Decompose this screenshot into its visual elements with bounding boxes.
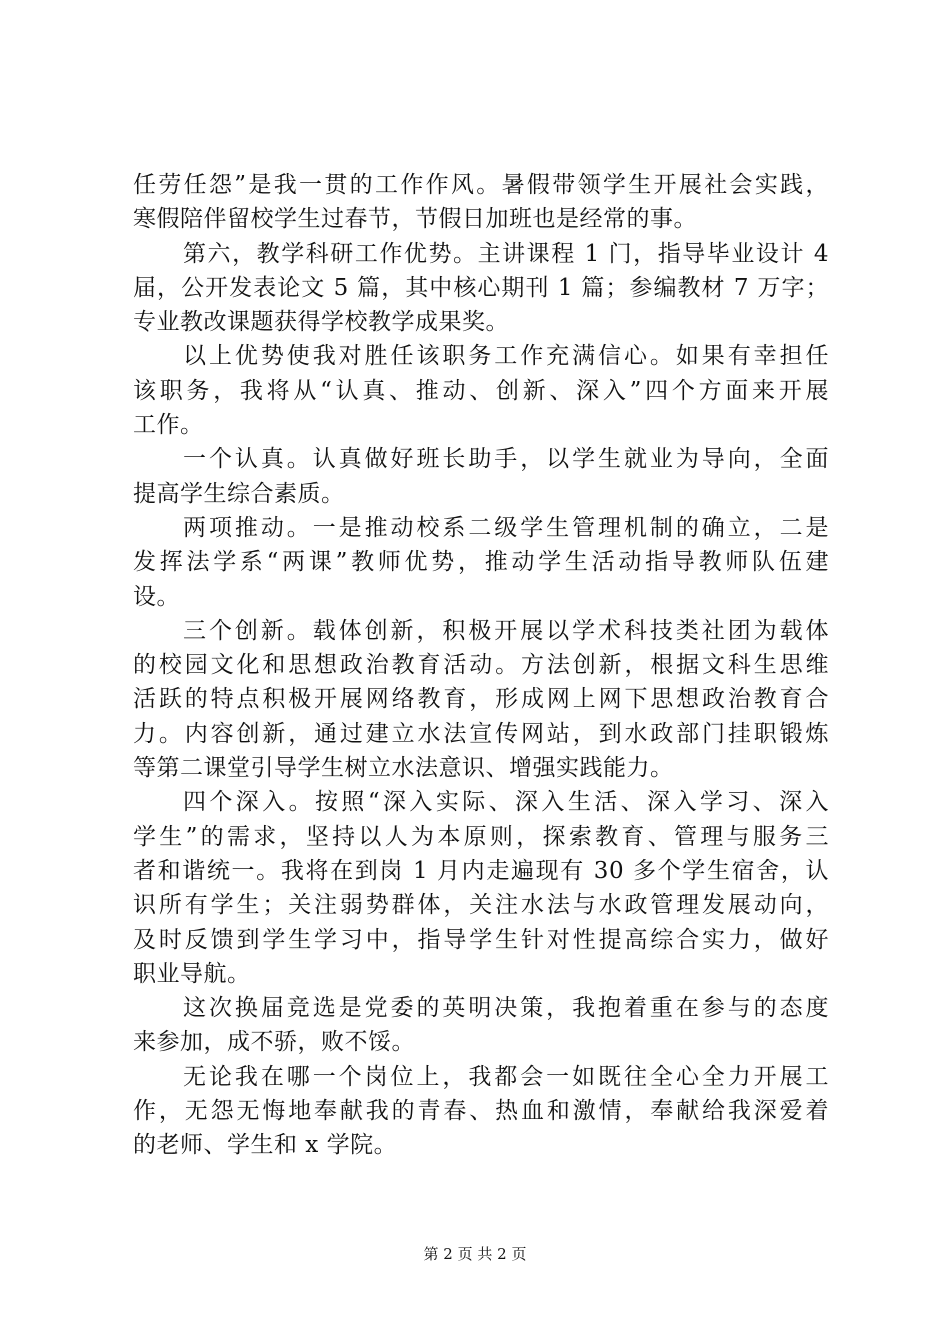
text-line: 寒假陪伴留校学生过春节，节假日加班也是经常的事。 <box>133 206 697 233</box>
text-line: 等第二课堂引导学生树立水法意识、增强实践能力。 <box>133 755 674 782</box>
text-line: 一个认真。认真做好班长助手，以学生就业为导向，全面 <box>183 446 829 473</box>
text-line: 该职务，我将从“认真、推动、创新、深入”四个方面来开展 <box>133 377 829 404</box>
text-line: 专业教改课题获得学校教学成果奖。 <box>133 309 509 336</box>
text-line: 者和谐统一。我将在到岗 1 月内走遍现有 30 多个学生宿舍，认 <box>133 857 829 884</box>
document-body <box>133 168 829 1163</box>
page-number-footer: 第 2 页 共 2 页 <box>423 1245 527 1263</box>
text-line: 无论我在哪一个岗位上，我都会一如既往全心全力开展工 <box>183 1063 829 1090</box>
text-line: 届，公开发表论文 5 篇，其中核心期刊 1 篇；参编教材 7 万字； <box>133 274 829 301</box>
text-line: 活跃的特点积极开展网络教育，形成网上网下思想政治教育合 <box>133 686 829 713</box>
text-line: 的老师、学生和 x 学院。 <box>133 1132 398 1159</box>
text-line: 四个深入。按照“深入实际、深入生活、深入学习、深入 <box>183 789 829 816</box>
text-line: 任劳任怨”是我一贯的工作作风。暑假带领学生开展社会实践， <box>133 172 829 198</box>
text-line: 职业导航。 <box>133 960 251 987</box>
text-line: 第六，教学科研工作优势。主讲课程 1 门，指导毕业设计 4 <box>183 240 829 267</box>
text-line: 作，无怨无悔地奉献我的青春、热血和激情，奉献给我深爱着 <box>133 1098 829 1125</box>
text-line: 发挥法学系“两课”教师优势，推动学生活动指导教师队伍建 <box>133 549 829 576</box>
text-line: 工作。 <box>133 412 204 439</box>
text-line: 提高学生综合素质。 <box>133 480 345 507</box>
text-line: 设。 <box>133 583 180 610</box>
text-line: 两项推动。一是推动校系二级学生管理机制的确立，二是 <box>183 514 829 541</box>
text-line: 力。内容创新，通过建立水法宣传网站，到水政部门挂职锻炼 <box>133 720 829 747</box>
text-line: 及时反馈到学生学习中，指导学生针对性提高综合实力，做好 <box>133 926 829 953</box>
text-line: 以上优势使我对胜任该职务工作充满信心。如果有幸担任 <box>183 343 829 370</box>
text-line: 这次换届竞选是党委的英明决策，我抱着重在参与的态度 <box>183 995 829 1022</box>
text-line: 识所有学生；关注弱势群体，关注水法与水政管理发展动向， <box>133 892 829 919</box>
text-line: 学生”的需求，坚持以人为本原则，探索教育、管理与服务三 <box>133 823 829 850</box>
text-line: 三个创新。载体创新，积极开展以学术科技类社团为载体 <box>183 617 829 644</box>
text-line: 来参加，成不骄，败不馁。 <box>133 1029 415 1056</box>
text-line: 的校园文化和思想政治教育活动。方法创新，根据文科生思维 <box>133 652 829 679</box>
